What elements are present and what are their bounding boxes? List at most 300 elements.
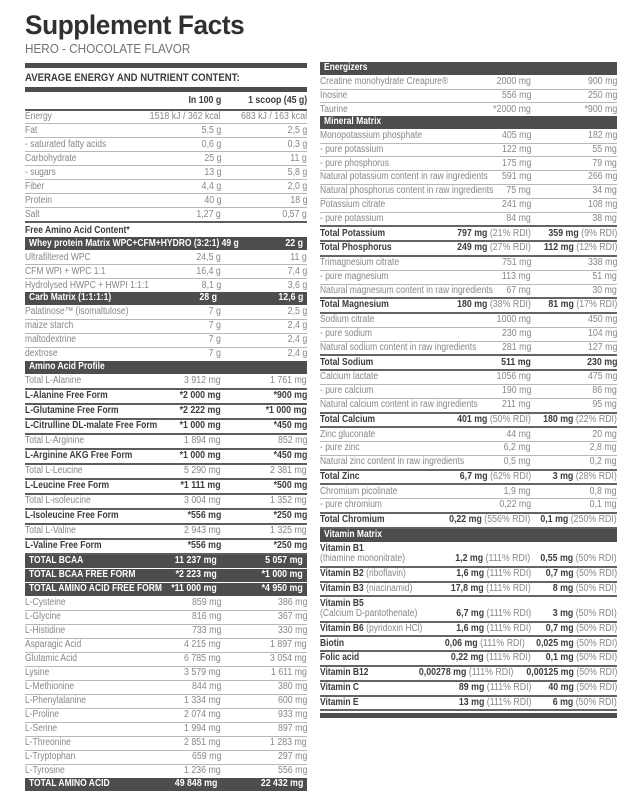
row-label: L-Valine Free Form xyxy=(25,540,102,552)
row-label: Creatine monohydrate Creapure® xyxy=(320,75,449,87)
table-row xyxy=(25,123,307,137)
value-per-100g: 17,8 mg (111% RDI) xyxy=(451,582,531,594)
value-per-scoop: 897 mg xyxy=(277,723,307,735)
value-per-scoop: 104 mg xyxy=(587,328,617,340)
column-header-per-100g: In 100 g xyxy=(188,95,221,106)
table-row xyxy=(320,498,617,512)
row-label: Vitamin B6 (pyridoxin HCl) xyxy=(320,622,423,634)
value-per-100g: 6,7 mg (62% RDI) xyxy=(459,470,531,482)
table-row xyxy=(25,694,307,708)
row-label: Chromium picolinate xyxy=(320,485,398,497)
table-row xyxy=(25,179,307,193)
value-per-100g: 190 mg xyxy=(501,385,531,397)
value-per-scoop: 1 897 mg xyxy=(270,639,307,651)
table-row xyxy=(25,478,307,495)
table-row xyxy=(320,398,617,412)
value-per-scoop: 900 mg xyxy=(587,75,617,87)
row-label: Total Sodium xyxy=(320,356,374,368)
value-per-scoop: 51 mg xyxy=(592,270,617,282)
value-per-scoop: 450 mg xyxy=(587,314,617,326)
value-per-100g: 1000 mg xyxy=(496,314,531,326)
row-label: Total Potassium xyxy=(320,227,386,239)
table-row xyxy=(25,251,307,264)
value-per-100g: 13 mg (111% RDI) xyxy=(458,696,531,708)
row-label: - pure chromium xyxy=(320,499,382,511)
table-row xyxy=(320,469,617,486)
table-row xyxy=(320,428,617,441)
row-label: L-Leucine Free Form xyxy=(25,480,110,492)
value-per-100g: 733 mg xyxy=(191,625,221,637)
value-per-100g: 4 215 mg xyxy=(184,639,221,651)
row-label: Zinc gluconate xyxy=(320,428,376,440)
row-label: Fiber xyxy=(25,180,45,192)
row-label: Vitamin B1 (thiamine mononitrate) xyxy=(320,542,406,565)
value-per-scoop: 0,1 mg (50% RDI) xyxy=(545,652,617,664)
row-label: Potassium citrate xyxy=(320,199,386,210)
table-row xyxy=(25,722,307,736)
value-per-scoop: 6 mg (50% RDI) xyxy=(552,696,617,708)
table-row xyxy=(25,333,307,347)
row-label: Monopotassium phosphate xyxy=(320,130,423,142)
row-label: Mineral Matrix xyxy=(324,116,382,128)
row-label: L-Phenylalanine xyxy=(25,695,86,707)
row-label: CFM WPI + WPC 1:1 xyxy=(25,265,106,277)
value-per-100g: 49 848 mg xyxy=(174,777,217,789)
value-per-100g: 797 mg (21% RDI) xyxy=(457,227,531,239)
table-row xyxy=(320,455,617,469)
row-label: Folic acid xyxy=(320,652,360,664)
value-per-scoop: *900 mg xyxy=(584,103,617,115)
table-row xyxy=(320,156,617,170)
value-per-scoop: *250 mg xyxy=(273,540,307,552)
row-label: Protein xyxy=(25,194,52,206)
value-per-scoop: 367 mg xyxy=(277,611,307,623)
value-per-scoop: 22 g xyxy=(285,237,303,249)
section-total-row xyxy=(25,583,307,597)
row-label: Natural sodium content in raw ingredients xyxy=(320,341,477,353)
value-per-scoop: 0,57 g xyxy=(282,208,307,220)
value-per-100g: 1,9 mg xyxy=(504,485,531,497)
value-per-scoop: 933 mg xyxy=(277,709,307,721)
row-label: Natural zinc content in raw ingredients xyxy=(320,456,465,468)
value-per-scoop: 0,7 mg (50% RDI) xyxy=(545,568,617,580)
value-per-100g: 180 mg (38% RDI) xyxy=(457,299,531,311)
row-label: L-Alanine Free Form xyxy=(25,390,108,402)
value-per-scoop: 1 325 mg xyxy=(270,525,307,537)
table-end-bar xyxy=(320,712,617,718)
row-label: L-Glutamine Free Form xyxy=(25,405,119,417)
value-per-100g: 2 943 mg xyxy=(184,525,221,537)
value-per-scoop: 338 mg xyxy=(587,257,617,269)
value-per-100g: *1 111 mg xyxy=(180,480,221,492)
table-row xyxy=(320,682,617,697)
value-per-scoop: 297 mg xyxy=(277,750,307,762)
value-per-scoop: 2,5 g xyxy=(287,124,307,136)
row-label: L-Histidine xyxy=(25,625,66,637)
table-row xyxy=(320,667,617,682)
table-row xyxy=(25,375,307,388)
column-header-row xyxy=(25,92,307,111)
row-label: TOTAL BCAA xyxy=(29,555,84,567)
value-per-scoop: 475 mg xyxy=(587,371,617,383)
value-per-scoop: *1 000 mg xyxy=(265,405,307,417)
value-per-scoop: 3,6 g xyxy=(287,279,307,291)
value-per-scoop: 18 g xyxy=(289,194,307,206)
table-row xyxy=(320,212,617,226)
section-header-row xyxy=(320,529,617,543)
section-total-row xyxy=(25,292,307,306)
section-header-row xyxy=(320,116,617,130)
row-label: Biotin xyxy=(320,637,345,649)
table-row xyxy=(320,242,617,257)
value-per-scoop: *250 mg xyxy=(273,510,307,522)
value-per-scoop: 0,1 mg (250% RDI) xyxy=(540,514,617,526)
row-label: Total L-Valine xyxy=(25,525,76,537)
value-per-scoop: 11 g xyxy=(290,152,307,164)
table-row xyxy=(320,327,617,341)
row-label: Natural potassium content in raw ingredients xyxy=(320,171,488,183)
value-per-scoop: 230 mg xyxy=(586,356,617,368)
table-row xyxy=(320,371,617,384)
table-row xyxy=(25,264,307,278)
value-per-100g: 7 g xyxy=(208,320,221,332)
value-per-100g: 122 mg xyxy=(501,143,531,155)
table-row xyxy=(25,435,307,448)
table-row xyxy=(25,448,307,465)
row-label: Free Amino Acid Content* xyxy=(25,224,130,236)
row-label: Total Magnesium xyxy=(320,299,389,311)
section-header-row xyxy=(25,361,307,375)
table-row xyxy=(320,76,617,89)
value-per-100g: *11 000 mg xyxy=(171,583,217,595)
row-label: Trimagnesium citrate xyxy=(320,257,400,269)
value-per-scoop: 2,4 g xyxy=(287,334,307,346)
row-label: - pure potassium xyxy=(320,143,384,155)
value-per-100g: 67 mg xyxy=(506,284,531,296)
value-per-100g: 175 mg xyxy=(501,157,531,169)
table-row xyxy=(25,420,307,435)
table-row xyxy=(320,623,617,638)
table-row xyxy=(320,512,617,529)
value-per-100g: 0,00278 mg (111% RDI) xyxy=(419,667,514,679)
table-row xyxy=(25,151,307,165)
value-per-100g: 1518 kJ / 362 kcal xyxy=(150,110,221,122)
value-per-100g: 1,6 mg (111% RDI) xyxy=(455,568,531,580)
value-per-100g: 1 334 mg xyxy=(184,695,221,707)
value-per-100g: 1,6 mg (111% RDI) xyxy=(455,622,531,634)
row-label: L-Proline xyxy=(25,709,60,721)
row-label: L-Arginine AKG Free Form xyxy=(25,450,133,462)
value-per-100g: 844 mg xyxy=(191,681,221,693)
row-label: Calcium lactate xyxy=(320,371,379,383)
value-per-100g: 241 mg xyxy=(501,199,531,210)
table-row xyxy=(25,666,307,680)
row-label: Vitamin E xyxy=(320,696,359,708)
value-per-scoop: 2,8 mg xyxy=(590,442,617,454)
row-label: Total Zinc xyxy=(320,470,360,482)
value-per-scoop: 386 mg xyxy=(277,597,307,609)
value-per-100g: 75 mg xyxy=(506,185,531,197)
table-row xyxy=(25,111,307,124)
table-row xyxy=(25,495,307,508)
value-per-scoop: 556 mg xyxy=(277,764,307,776)
value-per-scoop: 112 mg (12% RDI) xyxy=(543,242,617,254)
value-per-scoop: 2 381 mg xyxy=(270,465,307,477)
value-per-scoop: 2,5 g xyxy=(287,306,307,318)
value-per-100g: 13 g xyxy=(203,166,221,178)
value-per-scoop: 1 611 mg xyxy=(270,667,307,679)
table-row xyxy=(320,225,617,242)
row-label: Natural magnesium content in raw ingredients xyxy=(320,284,493,296)
row-label: L-Cysteine xyxy=(25,597,66,609)
value-per-scoop: 1 352 mg xyxy=(270,495,307,507)
row-label: Fat xyxy=(25,124,38,136)
value-per-scoop: *450 mg xyxy=(273,450,307,462)
table-row xyxy=(25,193,307,207)
row-label: Total L-Alanine xyxy=(25,375,82,387)
table-row xyxy=(25,538,307,555)
row-label: Total Chromium xyxy=(320,514,385,526)
value-per-scoop: 11 g xyxy=(290,251,307,263)
row-label: Vitamin B2 (riboflavin) xyxy=(320,568,406,580)
value-per-scoop: 266 mg xyxy=(587,171,617,183)
value-per-scoop: 1 283 mg xyxy=(270,737,307,748)
value-per-scoop: *900 mg xyxy=(273,390,307,402)
value-per-scoop: 380 mg xyxy=(277,681,307,693)
table-row xyxy=(25,347,307,361)
value-per-scoop: 1 761 mg xyxy=(270,375,307,387)
value-per-scoop: 0,3 g xyxy=(287,138,307,150)
value-per-scoop: 0,025 mg (50% RDI) xyxy=(535,637,617,649)
value-per-scoop: 22 432 mg xyxy=(260,777,303,789)
table-row xyxy=(320,568,617,583)
value-per-100g: 3 004 mg xyxy=(184,495,221,507)
row-label: maltodextrine xyxy=(25,334,77,346)
row-label: Total L-Arginine xyxy=(25,435,85,447)
table-row xyxy=(25,764,307,778)
table-row xyxy=(25,525,307,538)
value-per-100g: *1 000 mg xyxy=(179,420,221,432)
table-row xyxy=(320,314,617,327)
section-total-row xyxy=(25,237,307,251)
value-per-100g: 1,2 mg (111% RDI) xyxy=(455,553,531,565)
energy-nutrient-amino-table xyxy=(25,111,307,792)
table-row xyxy=(320,130,617,143)
value-per-scoop: *450 mg xyxy=(273,420,307,432)
value-per-100g: 25 g xyxy=(203,152,221,164)
value-per-scoop: 180 mg (22% RDI) xyxy=(543,413,617,425)
value-per-scoop: *1 000 mg xyxy=(261,569,303,581)
table-row xyxy=(320,270,617,284)
table-row xyxy=(25,388,307,405)
value-per-scoop: *500 mg xyxy=(273,480,307,492)
table-row xyxy=(25,708,307,722)
table-row xyxy=(25,207,307,221)
table-row xyxy=(320,485,617,498)
table-row xyxy=(25,652,307,666)
row-label: Total L-Leucine xyxy=(25,465,83,477)
value-per-100g: 751 mg xyxy=(501,257,531,269)
section-label-row xyxy=(25,221,307,237)
value-per-100g: *2 000 mg xyxy=(179,390,221,402)
table-row xyxy=(25,319,307,333)
value-per-100g: 511 mg xyxy=(501,356,531,368)
table-row xyxy=(320,543,617,568)
value-per-scoop: 0,8 mg xyxy=(590,485,617,497)
table-row xyxy=(25,680,307,694)
row-label: dextrose xyxy=(25,348,58,360)
row-label: Palatinose™ (isomaltulose) xyxy=(25,306,129,318)
energizer-mineral-vitamin-table xyxy=(320,62,617,711)
row-label: L-Tyrosine xyxy=(25,764,65,776)
row-label: L-Serine xyxy=(25,723,58,735)
value-per-scoop: 55 mg xyxy=(592,143,617,155)
row-label: Energizers xyxy=(324,62,368,74)
row-label: Inosine xyxy=(320,89,348,101)
row-label: Salt xyxy=(25,208,40,220)
row-label: - pure zinc xyxy=(320,442,360,454)
row-label: Total L-isoleucine xyxy=(25,495,91,507)
table-row xyxy=(25,736,307,750)
value-per-100g: 405 mg xyxy=(501,130,531,142)
row-label: - pure calcium xyxy=(320,385,374,397)
value-per-scoop: 2,0 g xyxy=(287,180,307,192)
table-row xyxy=(320,143,617,157)
value-per-scoop: 330 mg xyxy=(277,625,307,637)
column-header-per-scoop: 1 scoop (45 g) xyxy=(247,95,307,106)
value-per-100g: 0,06 mg (111% RDI) xyxy=(444,637,525,649)
table-row xyxy=(25,465,307,478)
section-total-row xyxy=(25,778,307,792)
value-per-100g: 3 912 mg xyxy=(184,375,221,387)
row-label: Lysine xyxy=(25,667,50,679)
value-per-100g: 2000 mg xyxy=(496,75,531,87)
row-label: L-Tryptophan xyxy=(25,750,76,762)
row-label: Vitamin C xyxy=(320,682,360,693)
row-label: TOTAL AMINO ACID xyxy=(29,777,110,789)
row-label: Sodium citrate xyxy=(320,314,375,326)
value-per-100g: 16,4 g xyxy=(196,265,221,277)
value-per-100g: 1 894 mg xyxy=(184,435,221,447)
value-per-100g: 5,5 g xyxy=(201,124,221,136)
value-per-100g: 249 mg (27% RDI) xyxy=(457,242,531,254)
value-per-scoop: 38 mg xyxy=(592,212,617,224)
table-row xyxy=(25,405,307,420)
table-row xyxy=(25,508,307,525)
table-row xyxy=(25,306,307,319)
value-per-scoop: 127 mg xyxy=(587,341,617,353)
value-per-scoop: 0,1 mg xyxy=(590,499,617,511)
row-label: - pure magnesium xyxy=(320,270,389,282)
row-label: Asparagic Acid xyxy=(25,639,82,651)
table-row xyxy=(320,597,617,622)
row-label: TOTAL BCAA FREE FORM xyxy=(29,569,136,581)
value-per-scoop: 8 mg (50% RDI) xyxy=(552,582,617,594)
value-per-scoop: 12,6 g xyxy=(278,292,303,304)
table-row xyxy=(320,89,617,103)
value-per-100g: 0,22 mg (556% RDI) xyxy=(449,514,531,526)
value-per-100g: *1 000 mg xyxy=(179,450,221,462)
value-per-scoop: 40 mg (50% RDI) xyxy=(548,682,617,693)
value-per-100g: *556 mg xyxy=(187,540,221,552)
value-per-scoop: 7,4 g xyxy=(287,265,307,277)
value-per-100g: 281 mg xyxy=(501,341,531,353)
value-per-scoop: 81 mg (17% RDI) xyxy=(548,299,617,311)
value-per-100g: 211 mg xyxy=(502,398,531,410)
section-total-row xyxy=(25,569,307,583)
value-per-100g: 659 mg xyxy=(191,750,221,762)
value-per-scoop: 30 mg xyxy=(592,284,617,296)
table-row xyxy=(320,198,617,212)
row-label: Hydrolysed HWPC + HWPI 1:1:1 xyxy=(25,279,149,291)
value-per-100g: 0,22 mg (111% RDI) xyxy=(451,652,531,664)
value-per-100g: 1 236 mg xyxy=(184,764,221,776)
value-per-100g: 230 mg xyxy=(501,328,531,340)
value-per-100g: 5 290 mg xyxy=(184,465,221,477)
value-per-scoop: 0,00125 mg (50% RDI) xyxy=(526,667,617,679)
row-label: - pure sodium xyxy=(320,328,372,340)
table-row xyxy=(320,583,617,598)
value-per-scoop: 0,2 mg xyxy=(590,456,617,468)
row-label: Glutamic Acid xyxy=(25,653,77,665)
value-per-100g: 28 g xyxy=(199,292,217,304)
row-label: - pure phosphorus xyxy=(320,157,389,169)
value-per-100g: 7 g xyxy=(208,334,221,346)
table-row xyxy=(25,137,307,151)
value-per-100g: 2 851 mg xyxy=(184,737,221,748)
table-row xyxy=(320,184,617,198)
value-per-scoop: 3 mg (28% RDI) xyxy=(552,470,617,482)
row-label: Carb Matrix (1:1:1:1) xyxy=(29,292,112,304)
value-per-100g: 1056 mg xyxy=(496,371,531,383)
value-per-scoop: 108 mg xyxy=(587,199,617,210)
row-label: Energy xyxy=(25,110,52,122)
value-per-scoop: 79 mg xyxy=(592,157,617,169)
row-label: Carbohydrate xyxy=(25,152,77,164)
value-per-scoop: 0,55 mg (50% RDI) xyxy=(540,553,617,565)
table-row xyxy=(320,354,617,371)
right-column xyxy=(320,62,617,718)
value-per-100g: 859 mg xyxy=(191,597,221,609)
table-row xyxy=(320,697,617,712)
value-per-scoop: 600 mg xyxy=(277,695,307,707)
row-label: TOTAL AMINO ACID FREE FORM xyxy=(29,583,163,595)
row-label: Vitamin B5 (Calcium D-pantothenate) xyxy=(320,597,418,620)
table-row xyxy=(25,597,307,610)
row-label: Vitamin B12 xyxy=(320,667,369,679)
table-row xyxy=(25,750,307,764)
row-label: L-Citrulline DL-malate Free Form xyxy=(25,420,158,432)
table-row xyxy=(25,624,307,638)
value-per-100g: 24,5 g xyxy=(196,251,221,263)
value-per-100g: 1,27 g xyxy=(196,208,221,220)
value-per-scoop: 34 mg xyxy=(592,185,617,197)
row-label: - pure potassium xyxy=(320,212,384,224)
value-per-scoop: 0,7 mg (50% RDI) xyxy=(545,622,617,634)
table-row xyxy=(25,638,307,652)
value-per-scoop: 3 054 mg xyxy=(270,653,307,665)
value-per-scoop: 250 mg xyxy=(587,89,617,101)
value-per-scoop: 5,8 g xyxy=(287,166,307,178)
value-per-100g: 44 mg xyxy=(506,428,531,440)
value-per-scoop: 359 mg (9% RDI) xyxy=(548,227,617,239)
value-per-100g: 8,1 g xyxy=(201,279,221,291)
row-label: Amino Acid Profile xyxy=(29,361,105,373)
value-per-scoop: 852 mg xyxy=(277,435,307,447)
table-row xyxy=(320,384,617,398)
table-row xyxy=(25,165,307,179)
value-per-scoop: 683 kJ / 163 kcal xyxy=(240,110,307,122)
